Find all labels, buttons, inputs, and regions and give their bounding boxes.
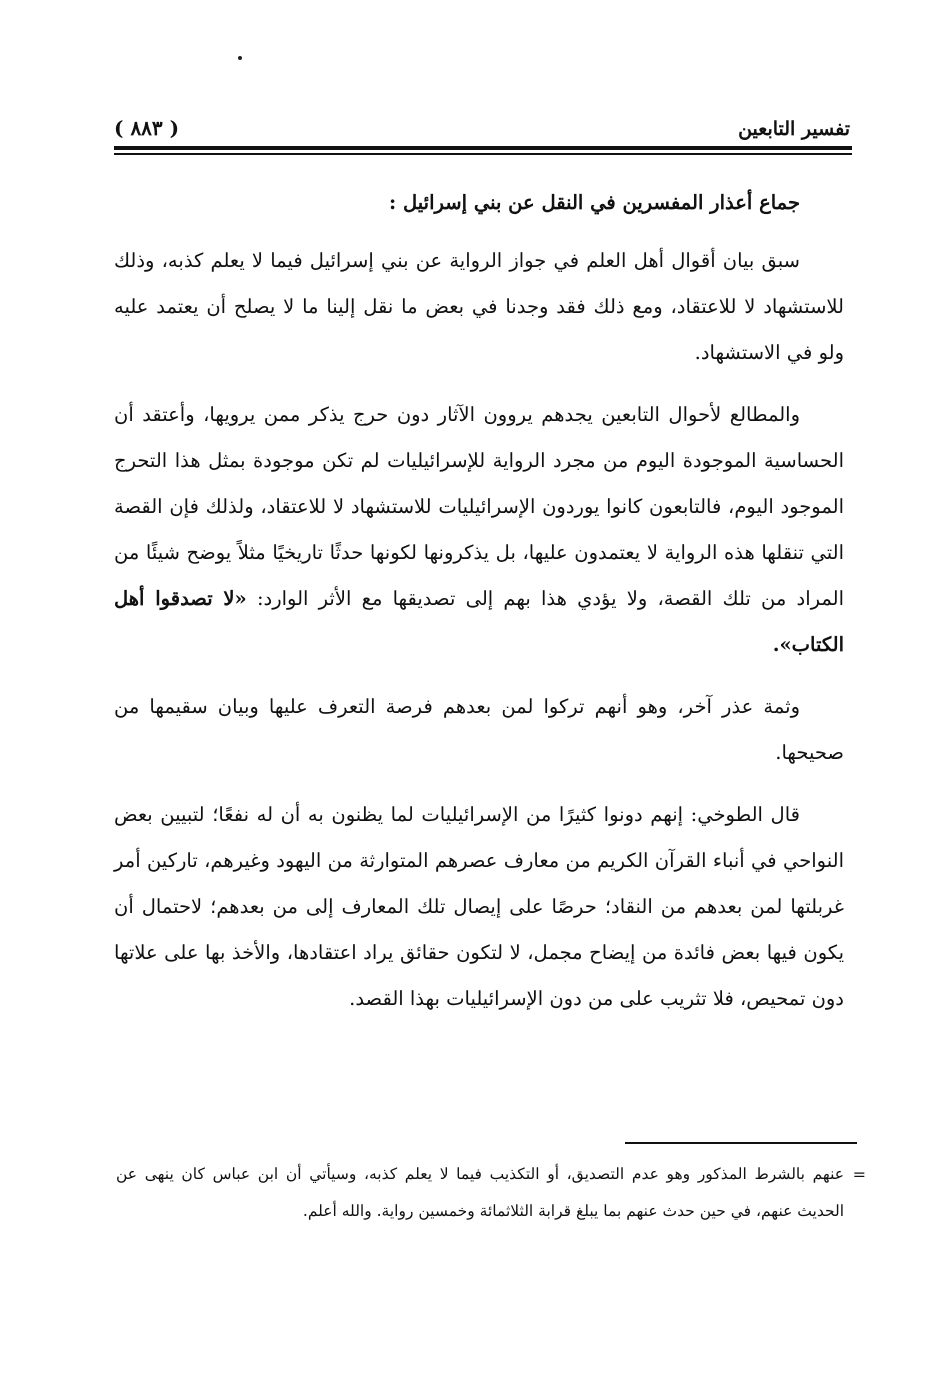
main-text: [114, 180, 844, 1038]
running-header: [114, 112, 850, 146]
footnote-text: عنهم بالشرط المذكور وهو عدم التصديق، أو التكذيب فيما لا يعلم كذبه، وسيأتي أن ابن عباس كان ينهى عن الحديث عنهم، في حين حدث عنهم بما يبلغ قرابة الثلاثمائة وخمسين رواية. والله أعلم.: [116, 1165, 844, 1220]
paragraph-2: [114, 392, 844, 668]
footnote: [116, 1156, 866, 1230]
footnote-continuation-marker: =: [852, 1165, 866, 1184]
stray-ink-dot: [238, 56, 242, 60]
paragraph-2-text: والمطالع لأحوال التابعين يجدهم يروون الآثار دون حرج يذكر ممن يرويها، وأعتقد أن الحساسية الموجودة اليوم من مجرد الرواية للإسرائيليات لم تكن موجودة بمثل هذا التحرج الموجود اليوم، فالتابعون كانوا يوردون الإسرائيليات للاستشهاد لا للاعتقاد، ولذلك فإن القصة التي تنقلها هذه الرواية لا يعتمدون عليها، بل يذكرونها لكونها حدثًا تاريخيًا مثلاً يوضح شيئًا من المراد من تلك القصة، ولا يؤدي هذا بهم إلى تصديقها مع الأثر الوارد:: [114, 403, 845, 610]
footnote-separator: [625, 1142, 857, 1144]
header-rule-thin: [114, 153, 852, 155]
header-rule-thick: [114, 146, 852, 150]
running-header-title: تفسير التابعين: [738, 118, 850, 140]
hadith-quote: «لا تصدقوا أهل الكتاب».: [114, 587, 844, 656]
paragraph-4: قال الطوخي: إنهم دونوا كثيرًا من الإسرائيليات لما يظنون به أن له نفعًا؛ لتبيين بعض النواحي في أنباء القرآن الكريم من معارف عصرهم المتوارثة من اليهود وغيرهم، تاركين أمر غربلتها لمن بعدهم من النقاد؛ حرصًا على إيصال تلك المعارف إلى من بعدهم؛ لاحتمال أن يكون فيها بعض فائدة من إيضاح مجمل، لا لتكون حقائق يراد اعتقادها، والأخذ بها على علاتها دون تمحيص، فلا تثريب على من دون الإسرائيليات بهذا القصد.: [114, 803, 844, 1010]
page-number: ( ٨٨٣ ): [114, 116, 180, 140]
section-heading: جماع أعذار المفسرين في النقل عن بني إسرائيل :: [389, 191, 800, 214]
paragraph-3: وثمة عذر آخر، وهو أنهم تركوا لمن بعدهم فرصة التعرف عليها وبيان سقيمها من صحيحها.: [114, 695, 844, 764]
paragraph-1: سبق بيان أقوال أهل العلم في جواز الرواية عن بني إسرائيل فيما لا يعلم كذبه، وذلك للاستشهاد لا للاعتقاد، ومع ذلك فقد وجدنا في بعض ما نقل إلينا ما لا يصلح أن يعتمد عليه ولو في الاستشهاد.: [114, 249, 844, 364]
